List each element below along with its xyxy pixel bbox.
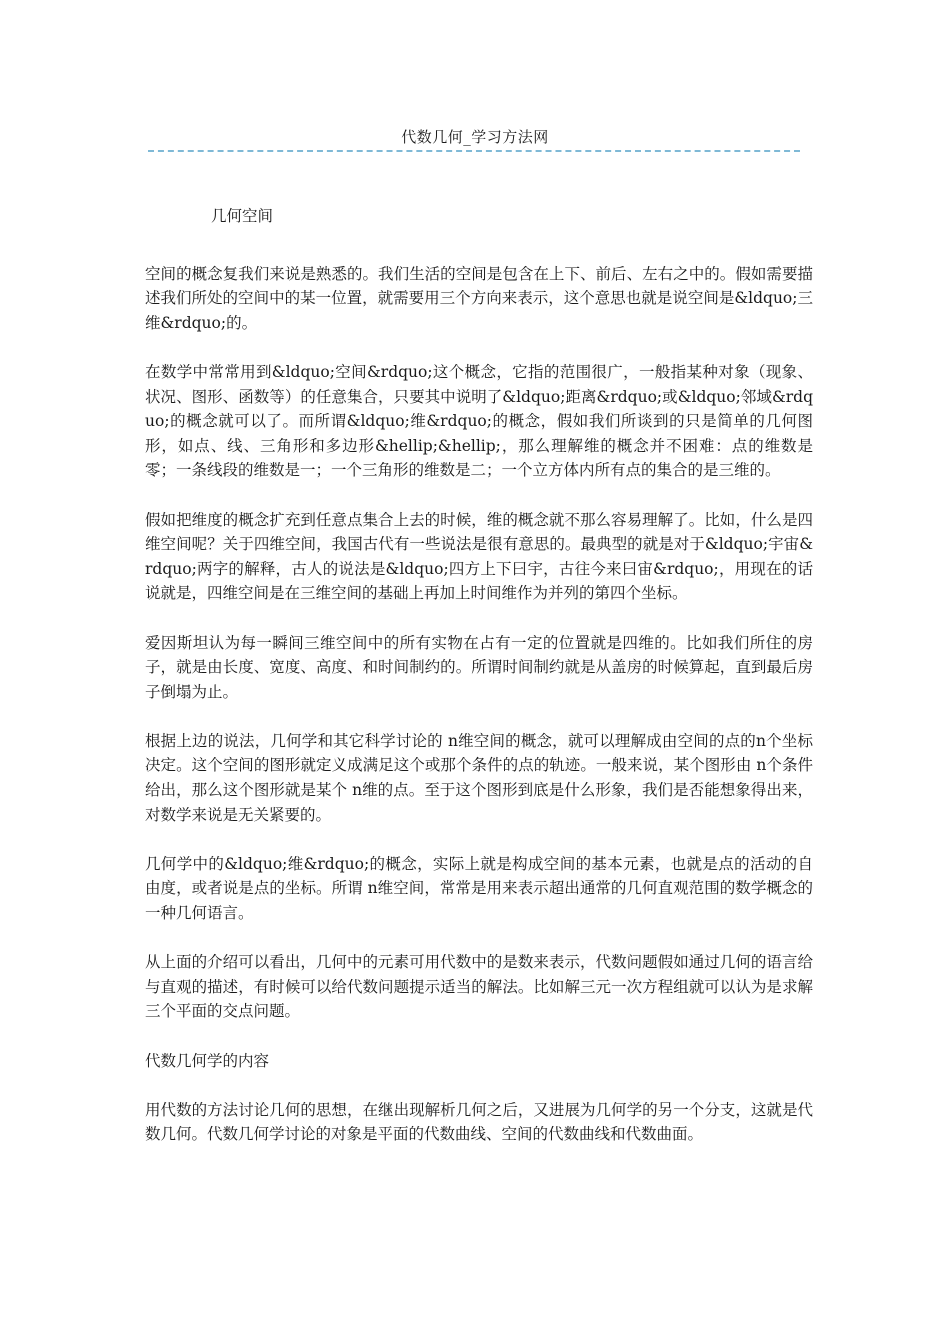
document-title: 代数几何_学习方法网 (401, 128, 549, 146)
paragraph: 爱因斯坦认为每一瞬间三维空间中的所有实物在占有一定的位置就是四维的。比如我们所住的房子，就是由长度、宽度、高度、和时间制约的。所谓时间制约就是从盖房的时候算起，直到最后房子倒塌为止。 (145, 633, 813, 701)
document-body (145, 204, 813, 1172)
paragraph: 用代数的方法讨论几何的思想，在继出现解析几何之后，又进展为几何学的另一个分支，这就是代数几何。代数几何学讨论的对象是平面的代数曲线、空间的代数曲线和代数曲面。 (145, 1100, 813, 1144)
section-heading-geometric-space: 几何空间 (211, 207, 274, 225)
section-heading-algebraic-geometry-content: 代数几何学的内容 (145, 1051, 270, 1070)
paragraph: 空间的概念复我们来说是熟悉的。我们生活的空间是包含在上下、前后、左右之中的。假如需要描述我们所处的空间中的某一位置，就需要用三个方向来表示，这个意思也就是说空间是&ldquo;三维&rdquo;的。 (145, 264, 813, 332)
paragraph: 在数学中常常用到&ldquo;空间&rdquo;这个概念，它指的范围很广，一般指某种对象（现象、状况、图形、函数等）的任意集合，只要其中说明了&ldquo;距离&rdquo;或&ldquo;邻域&rdquo;的概念就可以了。而所谓&ldquo;维&rdquo;的概念，假如我们所谈到的只是简单的几何图形，如点、线、三角形和多边形&hellip;&hellip;，那么理解维的概念并不困难：点的维数是零；一条线段的维数是一；一个三角形的维数是二；一个立方体内所有点的集合的是三维的。 (145, 362, 813, 480)
title-divider (148, 150, 800, 152)
paragraph: 几何学中的&ldquo;维&rdquo;的概念，实际上就是构成空间的基本元素，也就是点的活动的自由度，或者说是点的坐标。所谓 n维空间，常常是用来表示超出通常的几何直观范围的数学概念的一种几何语言。 (145, 854, 813, 923)
paragraph: 假如把维度的概念扩充到任意点集合上去的时候，维的概念就不那么容易理解了。比如，什么是四维空间呢？关于四维空间，我国古代有一些说法是很有意思的。最典型的就是对于&ldquo;宇宙&rdquo;两字的解释，古人的说法是&ldquo;四方上下曰宇，古往今来曰宙&rdquo;，用现在的话说就是，四维空间是在三维空间的基础上再加上时间维作为并列的第四个坐标。 (145, 510, 813, 603)
paragraph: 根据上边的说法，几何学和其它科学讨论的 n维空间的概念，就可以理解成由空间的点的n个坐标决定。这个空间的图形就定义成满足这个或那个条件的点的轨迹。一般来说，某个图形由 n个条件给出，那么这个图形就是某个 n维的点。至于这个图形到底是什么形象，我们是否能想象得出来，对数学来说是无关紧要的。 (145, 731, 813, 824)
paragraph: 从上面的介绍可以看出，几何中的元素可用代数中的是数来表示，代数问题假如通过几何的语言给与直观的描述，有时候可以给代数问题提示适当的解法。比如解三元一次方程组就可以认为是求解三个平面的交点问题。 (145, 953, 813, 1021)
